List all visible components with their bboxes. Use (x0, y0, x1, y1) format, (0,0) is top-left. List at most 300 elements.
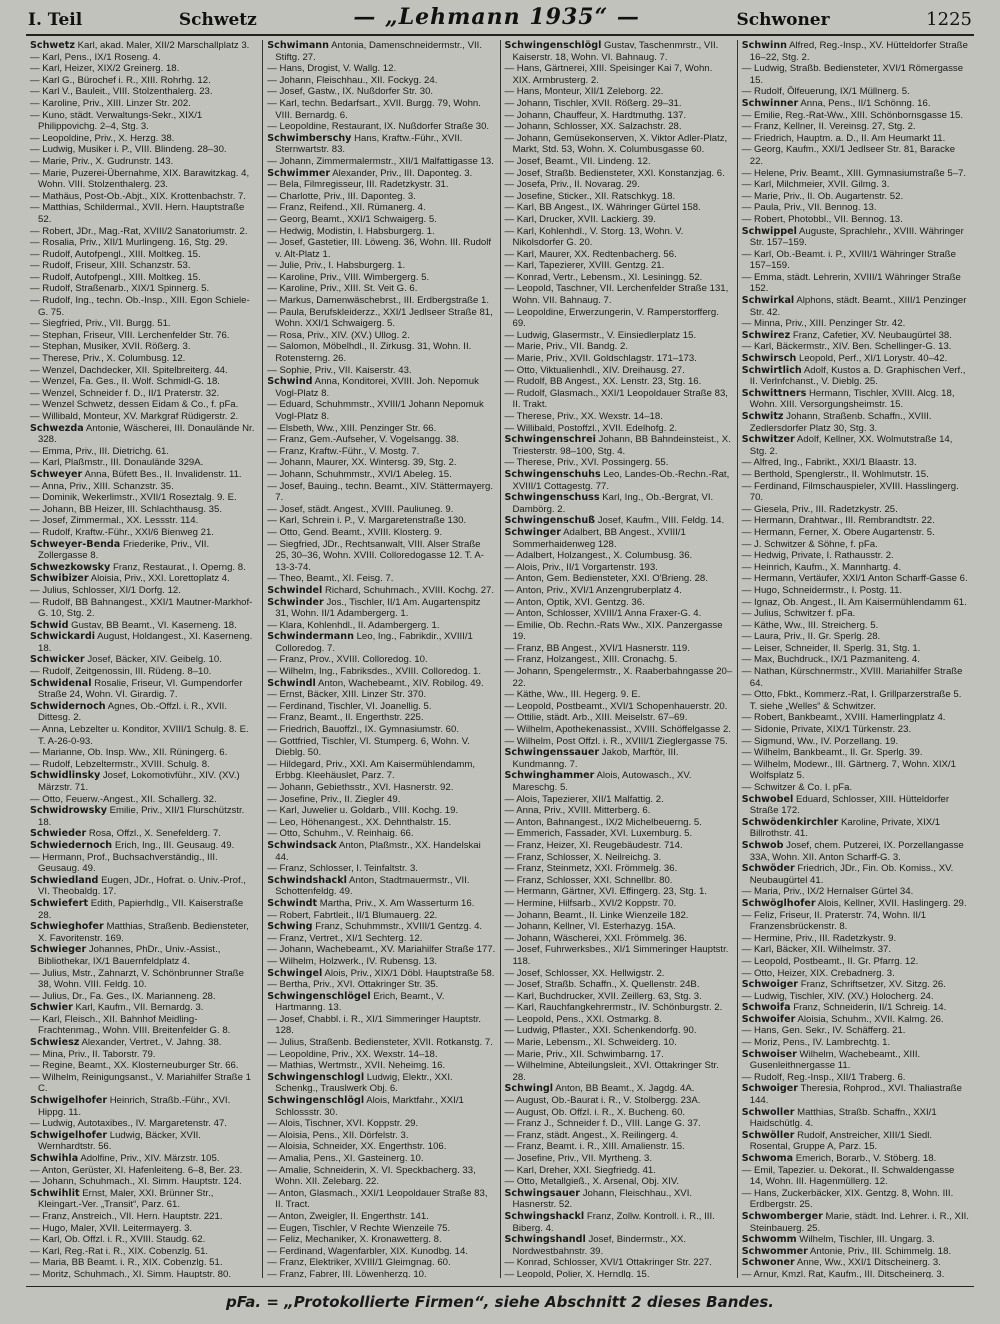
directory-entry (30, 654, 258, 666)
directory-entry (30, 852, 258, 875)
directory-entry (742, 527, 970, 539)
entry-details: — Ludwig, Autotaxibes., IV. Margaretenstr. 47. (30, 1118, 227, 1130)
entry-details: — Ludwig, Musiker i. P., VIII. Blindeng. 28–30. (30, 144, 227, 156)
directory-entry (267, 295, 495, 307)
directory-entry (30, 1176, 258, 1188)
directory-entry (742, 631, 970, 643)
directory-entry (30, 1188, 258, 1211)
directory-entry (742, 666, 970, 689)
entry-details: — Konrad, Vertr., Lebensm., XI. Lesiningg. 52. (504, 271, 703, 283)
entry-details: — Ignaz, Ob. Angest., II. Am Kaisermühlendamm 61. (741, 596, 967, 608)
directory-entry (505, 376, 733, 388)
entry-details: — Ludwig, Tischler, XIV. (XV.) Holocherg. 24. (741, 990, 934, 1002)
directory-entry (30, 63, 258, 75)
entry-details: — Hermine, Hilfsarb., XVI/2 Koppstr. 70. (504, 897, 677, 909)
directory-entry (505, 863, 733, 875)
directory-entry (742, 654, 970, 666)
directory-columns (26, 40, 974, 1278)
directory-entry (742, 817, 970, 840)
directory-entry (742, 747, 970, 759)
directory-entry (267, 481, 495, 504)
entry-details: Franz, Cafetier, XV. Neubaugürtel 38. (792, 329, 952, 341)
entry-details: — Stephan, Friseur, VIII. Lerchenfelder Str. 76. (30, 329, 230, 341)
directory-entry (30, 1153, 258, 1165)
entry-details: — Paula, Priv., VII. Bennog. 13. (741, 202, 877, 214)
directory-entry (267, 759, 495, 782)
entry-details: — Alois, Priv., II/1 Vorgartenstr. 193. (504, 561, 658, 573)
entry-surname: Schwieghofer (30, 921, 104, 933)
entry-details: — Eugen, Tischler, V Rechte Wienzeile 75. (267, 1222, 451, 1234)
entry-details: — Hermann, Drahtwar., III. Rembrandtstr. 22. (741, 515, 935, 527)
directory-entry (267, 620, 495, 632)
entry-details: — Anton, Gerüster, XI. Hafenleiteng. 6–8, Ber. 23. (30, 1164, 243, 1176)
directory-entry (30, 805, 258, 828)
entry-details: — Karl, BB Angest., IX. Währinger Gürtel 158. (504, 202, 701, 214)
entry-details: — Alfred, Ing., Fabrikt., XXI/1 Blaastr. 13. (741, 457, 917, 469)
entry-details: Franz, Restaurat., I. Operng. 8. (112, 561, 246, 573)
directory-entry (267, 666, 495, 678)
entry-details: — Rudolf, Friseur, XIII. Schanzstr. 53. (30, 260, 191, 272)
entry-details: — Karl, Pens., IX/1 Roseng. 4. (30, 51, 161, 63)
entry-details: — Karl, Heizer, XIX/2 Greinerg. 18. (30, 63, 180, 75)
directory-entry (505, 492, 733, 515)
entry-details: — Josef, Schlosser, XX. Hellwigstr. 2. (504, 967, 665, 979)
entry-details: — Hans, Zuckerbäcker, XIX. Gentzg. 8, Wohn. III. Erdbergstr. 25. (741, 1187, 954, 1211)
entry-details: Josef, Bäcker, XIV. Geibelg. 10. (87, 654, 222, 666)
first-name-range: Schwetz (178, 10, 257, 30)
directory-entry (742, 585, 970, 597)
directory-entry (505, 330, 733, 342)
directory-entry (267, 979, 495, 991)
entry-details: — Josef, städt. Angest., XVIII. Pauliuneg. 9. (267, 503, 454, 515)
directory-entry (267, 226, 495, 238)
directory-entry (30, 585, 258, 597)
entry-surname: Schwickardi (30, 631, 96, 643)
directory-entry (267, 573, 495, 585)
entry-details: — Anton, Schlosser, XVIII/1 Anna Fraxer-G. 4. (504, 608, 702, 620)
directory-entry (742, 794, 970, 817)
directory-entry (742, 388, 970, 411)
directory-entry (30, 724, 258, 747)
directory-entry (30, 237, 258, 249)
directory-entry (30, 1246, 258, 1258)
entry-surname: Schwidrowsky (30, 805, 107, 817)
entry-details: — Matthias, Schildermal., XVII. Hern. Hauptstraße 52. (30, 202, 245, 225)
directory-entry (742, 956, 970, 968)
entry-details: — Karl, Fleisch., XII. Bahnhof Meidling-Frachtenmag., Wohn. VIII. Breitenfelder G. 8. (30, 1013, 231, 1037)
entry-details: — Wenzel, Schneider f. D., II/1 Praterstr. 32. (30, 387, 220, 399)
directory-entry (742, 98, 970, 110)
entry-details: — Josef, Gastetier, III. Löweng. 36, Wohn. III. Rudolf v. Alt-Platz 1. (267, 237, 492, 260)
directory-entry (742, 469, 970, 481)
entry-details: — Mathias, Wertmstr., XVII. Neheimg. 16. (267, 1060, 446, 1072)
entry-surname: Schwingenschlogl (267, 1071, 365, 1083)
directory-entry (30, 1223, 258, 1235)
directory-entry (505, 979, 733, 991)
entry-details: — Karl, Schrein i. P., V. Margaretenstraße 130. (267, 515, 467, 527)
entry-details: — Sophie, Priv., VII. Kaiserstr. 43. (267, 364, 412, 376)
directory-entry (505, 1269, 733, 1278)
entry-surname: Schwidernoch (30, 700, 106, 712)
entry-details: — Josef, Fuhrwerksbes., XI/1 Simmeringer Hauptstr. 118. (504, 944, 729, 967)
entry-details: — Hermann, Vertäufer, XXI/1 Anton Scharff-Gasse 6. (741, 573, 968, 585)
directory-entry (505, 1060, 733, 1083)
entry-details: Matthias, Straßenb. Bediensteter, X. Favoritenstr. 169. (38, 921, 249, 944)
directory-entry (742, 898, 970, 910)
entry-details: — Siegfried, JDr., Rechtsanwalt, VIII. Alser Straße 25, 30–36, Wohn. XVIII. Colloredogasse 12. T. A-13-3-74. (267, 538, 484, 573)
entry-details: — Josef, Zimmermal., XX. Lessstr. 114. (30, 515, 199, 527)
entry-details: Anton, Plaßmstr., XX. Handelskai 44. (275, 839, 481, 863)
entry-details: — Hans, Monteur, XII/1 Zeleborg. 22. (504, 86, 664, 98)
directory-entry (267, 794, 495, 806)
entry-details: — Anna, Lebzelter u. Konditor, XVIII/1 Schulg. 8. E. T. A-26-0-93. (30, 724, 249, 747)
entry-details: Alois, Autowasch., XV. Mareschg. 5. (512, 770, 692, 793)
entry-details: — Georg, Kaufm., XXI/1 Jedlseer Str. 81, Baracke 22. (741, 144, 956, 167)
entry-surname: Schwoner (741, 1257, 795, 1269)
entry-details: — Sidonie, Private, XIX/1 Türkenstr. 23. (741, 724, 912, 736)
directory-entry (742, 1257, 970, 1269)
directory-entry (267, 214, 495, 226)
directory-entry (505, 1095, 733, 1107)
entry-details: — Karl, Buchdrucker, XVII. Zeillerg. 63, Stg. 3. (504, 990, 702, 1002)
directory-entry (505, 1049, 733, 1061)
entry-surname: Schwetz (30, 40, 75, 51)
entry-details: Richard, Schuhmach., XVIII. Kochg. 27. (325, 584, 495, 596)
directory-entry (267, 654, 495, 666)
directory-entry (30, 597, 258, 620)
directory-entry (267, 156, 495, 168)
entry-details: — Marie, Lebensm., XI. Schweiderg. 10. (504, 1037, 677, 1049)
entry-details: Friederike, Priv., VII. Zollergasse 8. (38, 538, 210, 562)
entry-details: — Emilie, Reg.-Rat-Ww., XIII. Schönbornsgasse 15. (741, 109, 964, 121)
directory-entry (267, 1246, 495, 1258)
entry-details: Franz, Schneiderin, II/1 Schreig. 14. (793, 1002, 947, 1014)
directory-entry (505, 1234, 733, 1257)
directory-entry (505, 168, 733, 180)
directory-entry (505, 805, 733, 817)
directory-entry (267, 260, 495, 272)
entry-surname: Schwimberschy (267, 132, 352, 144)
entry-details: — Marie, Priv., VII. Bandg. 2. (504, 341, 629, 353)
directory-entry (742, 1246, 970, 1258)
directory-entry (30, 423, 258, 446)
directory-entry (505, 1107, 733, 1119)
column-1 (26, 40, 263, 1278)
entry-surname: Schwingenschlögel (267, 990, 371, 1002)
entry-details: — Marie, Priv., II. Ob. Augartenstr. 52. (741, 190, 904, 202)
entry-details: — Moritz, Schuhmach., XI. Simm. Hauptstr. 80. (30, 1268, 231, 1278)
entry-surname: Schwomm (741, 1234, 797, 1246)
directory-entry (505, 365, 733, 377)
entry-details: — Karl, Reg.-Rat i. R., XIX. Cobenzlg. 51. (30, 1245, 209, 1257)
directory-entry (267, 631, 495, 654)
directory-entry (267, 689, 495, 701)
entry-details: — Rudolf, Straßenarb., XIX/1 Spinnerg. 5. (30, 283, 210, 295)
entry-details: — Salomon, Möbelhdl., II. Zirkusg. 31, Wohn. II. Rotensterng. 26. (267, 341, 472, 365)
entry-details: — Adalbert, Holzangest., X. Columbusg. 36. (504, 550, 693, 562)
entry-details: — Käthe, Ww., III. Streicherg. 5. (741, 619, 879, 631)
directory-entry (505, 898, 733, 910)
entry-details: — Johann, Gebiethsstr., XVI. Hasnerstr. 92. (267, 782, 454, 793)
directory-entry (267, 237, 495, 260)
directory-entry (30, 399, 258, 411)
entry-surname: Schwinner (741, 97, 799, 109)
directory-entry (30, 283, 258, 295)
directory-entry (742, 643, 970, 655)
entry-details: — Mathäus, Post-Ob.-Abjt., XIX. Krottenbachstr. 7. (30, 190, 246, 202)
directory-entry (30, 991, 258, 1003)
directory-entry (505, 701, 733, 713)
directory-entry (742, 202, 970, 214)
page-number: 1225 (926, 9, 972, 30)
entry-details: — Konrad, Schlosser, XVI/1 Ottakringer Str. 227. (504, 1257, 712, 1269)
entry-details: — Rudolf, Glasmach., XXI/1 Leopoldauer Straße 83, II. Trakt. (504, 387, 728, 411)
directory-entry (505, 1130, 733, 1142)
directory-entry (267, 307, 495, 330)
entry-details: — Feliz, Mechaniker, X. Kronawetterg. 8. (267, 1234, 442, 1246)
entry-details: — Franz J., Schneider f. D., VIII. Lange G. 37. (504, 1118, 701, 1130)
entry-surname: Schwingenschrei (504, 434, 596, 446)
directory-entry (505, 886, 733, 898)
entry-surname: Schwöglhofer (741, 897, 816, 909)
directory-entry (267, 1118, 495, 1130)
entry-details: — Ferdinand, Filmschauspieler, XVIII. Hasslingerg. 70. (741, 480, 959, 504)
directory-entry (30, 353, 258, 365)
directory-entry (267, 678, 495, 690)
directory-entry (742, 573, 970, 585)
entry-details: — Rosa, Priv., XIV. (XV.) Ullog. 2. (267, 329, 410, 341)
entry-details: — Franz, Elektriker, XVIII/1 Gleimgnag. 60. (267, 1257, 451, 1269)
entry-details: — Anna, Priv., XIII. Schanzstr. 35. (30, 480, 174, 492)
entry-details: August, Holdangest., XI. Kaserneng. 18. (38, 631, 253, 654)
directory-entry (742, 1014, 970, 1026)
entry-details: Josef, chem. Putzerei, IX. Porzellangasse 33A, Wohn. XII. Anton Scharff-G. 3. (749, 839, 964, 863)
directory-entry (267, 40, 495, 63)
entry-details: — Karoline, Priv., VIII. Wimbergerg. 5. (267, 271, 430, 283)
entry-details: Wilhelm, Wachebeamt., XIII. Gusenleithnergasse 11. (749, 1048, 921, 1072)
directory-entry (505, 1118, 733, 1130)
entry-details: — Franz, Kellner, II. Vereinsg. 27, Stg. 2. (741, 121, 916, 133)
entry-surname: Schwippel (741, 225, 797, 237)
entry-surname: Schwingel (267, 967, 323, 979)
directory-entry (267, 1060, 495, 1072)
entry-surname: Schwoifer (741, 1013, 796, 1025)
entry-details: — Johann, Zimmermalermstr., XII/1 Malfattigasse 13. (267, 155, 494, 167)
entry-details: — Marie, Puzerei-Übernahme, XIX. Barawitzkag. 4, Wohn. VIII. Stolzenthalerg. 23. (30, 167, 250, 191)
directory-entry (505, 249, 733, 261)
directory-entry (505, 1002, 733, 1014)
entry-details: — Feliz, Friseur, II. Praterstr. 74, Wohn. II/1 Franzensbrückenstr. 8. (741, 909, 927, 933)
entry-details: Erich, Beamt., V. Hartmanng. 13. (275, 990, 445, 1014)
entry-surname: Schwöller (741, 1129, 795, 1141)
directory-entry (30, 249, 258, 261)
directory-entry (742, 353, 970, 365)
directory-entry (30, 144, 258, 156)
directory-entry (505, 133, 733, 156)
directory-entry (267, 469, 495, 481)
entry-details: — Franz, Gem.-Aufseher, V. Vogelsangg. 38. (267, 434, 459, 446)
entry-surname: Schwoiser (741, 1048, 797, 1060)
directory-entry (267, 63, 495, 75)
directory-entry (30, 272, 258, 284)
entry-surname: Schwoma (741, 1153, 794, 1164)
entry-details: — Franz, Steinmetz, XXI. Frömmelg. 36. (504, 863, 678, 875)
entry-details: Aloisia, Schuhm., XVII. Kalmg. 26. (797, 1013, 944, 1025)
entry-details: — Rudolf, BB Bahnangest., XXI/1 Mautner-Markhof-G. 10, Stg. 2. (30, 596, 253, 620)
directory-entry (30, 341, 258, 353)
entry-details: — Arnur, Kmzl. Rat, Kaufm., III. Ditscheinerg. 3. (741, 1268, 945, 1278)
entry-details: — Franz, städt. Angest., X. Reilingerg. 4. (504, 1129, 679, 1141)
directory-entry (30, 515, 258, 527)
directory-entry (505, 214, 733, 226)
directory-entry (30, 1234, 258, 1246)
entry-details: Josef, Lokomotivführ., XIV. (XV.) Märzstr. 71. (38, 770, 240, 793)
entry-details: — Otto, Metallgieß., X. Arsenal, Obj. XIV. (504, 1176, 680, 1188)
directory-entry (742, 191, 970, 203)
directory-entry (267, 712, 495, 724)
entry-surname: Schwöder (741, 863, 795, 875)
directory-entry (742, 1049, 970, 1072)
directory-entry (267, 736, 495, 759)
entry-details: Antonia, Damenschneidermstr., VII. Stiftg. 27. (275, 40, 483, 63)
entry-details: — Josefa, Priv., II. Novarag. 29. (504, 179, 640, 191)
directory-entry (742, 968, 970, 980)
entry-details: Anna, Büfett Bes., II. Invalidenstr. 11. (84, 468, 242, 480)
directory-entry (505, 411, 733, 423)
entry-details: — Schwitzer & Co. I. pFa. (741, 782, 853, 793)
page-footer-note: pFa. = „Protokollierte Firmen“, siehe Abschnitt 2 dieses Bandes. (226, 1293, 774, 1311)
directory-entry (30, 365, 258, 377)
entry-details: — Leopold, Pens., XXI. Ostmarkg. 8. (504, 1013, 662, 1025)
entry-details: Anton, Wachebeamt., XIV. Robilog. 49. (317, 677, 484, 689)
directory-entry (30, 747, 258, 759)
entry-details: — Wenzel Schwetz, dessen Eidam & Co., f. pFa. (30, 399, 239, 411)
entry-details: — Franz, Schlosser, X. Neilreichg. 3. (504, 851, 662, 863)
entry-details: — Franz, Holzangest., XIII. Cronachg. 5. (504, 654, 678, 666)
entry-details: — Rudolf, Kraftw.-Führ., XXI/6 Bienweg 21. (30, 526, 214, 538)
entry-surname: Schwingshackl (504, 1210, 585, 1222)
directory-entry (505, 341, 733, 353)
entry-details: Josef, Kaufm., VIII. Feldg. 14. (597, 515, 725, 527)
entry-details: — Franz, Schlosser, I. Teinfaltstr. 3. (267, 863, 418, 875)
entry-details: — Dominik, Wekerlimstr., XVII/1 Roseztalg. 9. E. (30, 492, 237, 504)
directory-entry (30, 828, 258, 840)
entry-surname: Schwihlit (30, 1187, 80, 1199)
directory-entry (267, 1072, 495, 1095)
directory-entry (505, 666, 733, 689)
entry-details: — Franz, Fabrer, III. Löwenherzg. 10. (267, 1268, 427, 1278)
entry-details: Alexander, Vertret., V. Jahng. 38. (81, 1037, 222, 1049)
directory-entry (505, 1153, 733, 1165)
entry-details: Adolf, Kellner, XX. Wolmutstraße 14, Stg. 2. (749, 434, 953, 457)
entry-surname: Schwingenschlögl (267, 1095, 365, 1107)
directory-entry (267, 1211, 495, 1223)
entry-details: — Amalia, Pens., XI. Gasteinerg. 10. (267, 1153, 424, 1164)
directory-entry (267, 1014, 495, 1037)
entry-details: — Ludwig, Straßb. Bediensteter, XVI/1 Römergasse 15. (741, 63, 964, 86)
entry-details: Friedrich, JDr., Fin. Ob. Komiss., XV. Neubaugürtel 41. (749, 863, 954, 886)
entry-details: — Theo, Beamt., XI. Feisg. 7. (267, 573, 394, 585)
entry-surname: Schwoifa (741, 1002, 791, 1014)
directory-entry (505, 260, 733, 272)
entry-details: — Emma, Priv., III. Dietrichg. 61. (30, 445, 169, 457)
directory-entry (505, 388, 733, 411)
entry-details: — Karl, Ob.-Beamt. i. P., XVIII/1 Währinger Straße 157–159. (741, 248, 956, 272)
entry-details: Gustav, Taschenmrstr., VII. Kaiserstr. 18, Wohn. VI. Bahnaug. 7. (512, 40, 719, 63)
entry-surname: Schwiefert (30, 897, 89, 909)
entry-details: — Emil, Tapezier. u. Dekorat., II. Schwaldengasse 14, Wohn. III. Hagenmüllerg. 12. (741, 1164, 955, 1188)
directory-entry (742, 110, 970, 122)
directory-entry (30, 226, 258, 238)
entry-surname: Schwindsack (267, 839, 337, 851)
directory-entry (505, 608, 733, 620)
entry-details: — August, Ob. Offzl. i. R., X. Bucheng. 60. (504, 1106, 686, 1118)
entry-details: — Nathan, Kürschnermstr., XVIII. Mariahilfer Straße 64. (741, 666, 963, 689)
directory-entry (742, 597, 970, 609)
directory-entry (267, 1095, 495, 1118)
directory-entry (742, 457, 970, 469)
entry-details: — Marie, Priv., XII. Schwimbarng. 17. (504, 1048, 664, 1060)
directory-entry (267, 1257, 495, 1269)
directory-entry (30, 75, 258, 87)
directory-entry (505, 620, 733, 643)
entry-details: — Franz, Beamt., II. Engerthstr. 225. (267, 712, 424, 724)
directory-entry (742, 318, 970, 330)
entry-details: — Karl, Dreher, XXI. Siegfriedg. 41. (504, 1164, 656, 1176)
directory-entry (267, 933, 495, 945)
directory-entry (30, 1037, 258, 1049)
directory-entry (267, 1049, 495, 1061)
directory-entry (30, 1165, 258, 1177)
header-rule (26, 34, 974, 36)
entry-details: Alphons, städt. Beamt., XIII/1 Penzinger Str. 42. (749, 295, 967, 318)
entry-surname: Schwezkowsky (30, 561, 111, 573)
directory-entry (505, 63, 733, 86)
entry-details: — Leopold, Postbeamt., XVI/1 Schopenhauerstr. 20. (504, 700, 728, 712)
entry-details: Aloisia, Priv., XXI. Lorettoplatz 4. (90, 573, 230, 585)
directory-entry (742, 933, 970, 945)
directory-entry (742, 840, 970, 863)
directory-entry (30, 481, 258, 493)
directory-entry (742, 481, 970, 504)
entry-details: — Hugo, Schneidermstr., I. Postg. 11. (741, 584, 903, 596)
directory-entry (30, 701, 258, 724)
entry-surname: Schwindel (267, 584, 323, 596)
directory-entry (267, 133, 495, 156)
entry-details: Alfred, Reg.-Insp., XV. Hütteldorfer Straße 16–22, Stg. 2. (749, 40, 968, 63)
directory-entry (505, 585, 733, 597)
entry-details: — Friedrich, Hauptm. a. D., II. Am Heumarkt 11. (741, 132, 946, 144)
entry-surname: Schwingenssauer (504, 747, 600, 759)
entry-details: — Karl, Ob. Offzl. i. R., XVIII. Staudg. 62. (30, 1234, 206, 1246)
directory-entry (267, 817, 495, 829)
page-header (28, 4, 972, 30)
entry-details: — Josef, Straßb. Schaffn., X. Quellenstr. 24B. (504, 979, 700, 991)
directory-entry (267, 457, 495, 469)
entry-surname: Schwinder (267, 596, 324, 608)
directory-entry (30, 794, 258, 806)
directory-entry (267, 376, 495, 399)
entry-details: — Karl, Bäcker, XII. Wilhelmstr. 37. (741, 944, 892, 956)
directory-entry (505, 968, 733, 980)
directory-entry (30, 469, 258, 481)
entry-details: Rosa, Offzl., X. Senefelderg. 7. (88, 828, 221, 840)
directory-entry (505, 121, 733, 133)
entry-details: — Friedrich, Bauoffzl., IX. Gymnasiumstr. 60. (267, 724, 460, 736)
entry-details: — Willibald, Postoffzl., XVII. Edelhofg. 2. (504, 422, 678, 434)
entry-details: — Johann, Chauffeur, X. Hardtmuthg. 137. (504, 109, 687, 121)
entry-details: — Robert, Photobbl., VII. Bennog. 13. (741, 213, 903, 225)
